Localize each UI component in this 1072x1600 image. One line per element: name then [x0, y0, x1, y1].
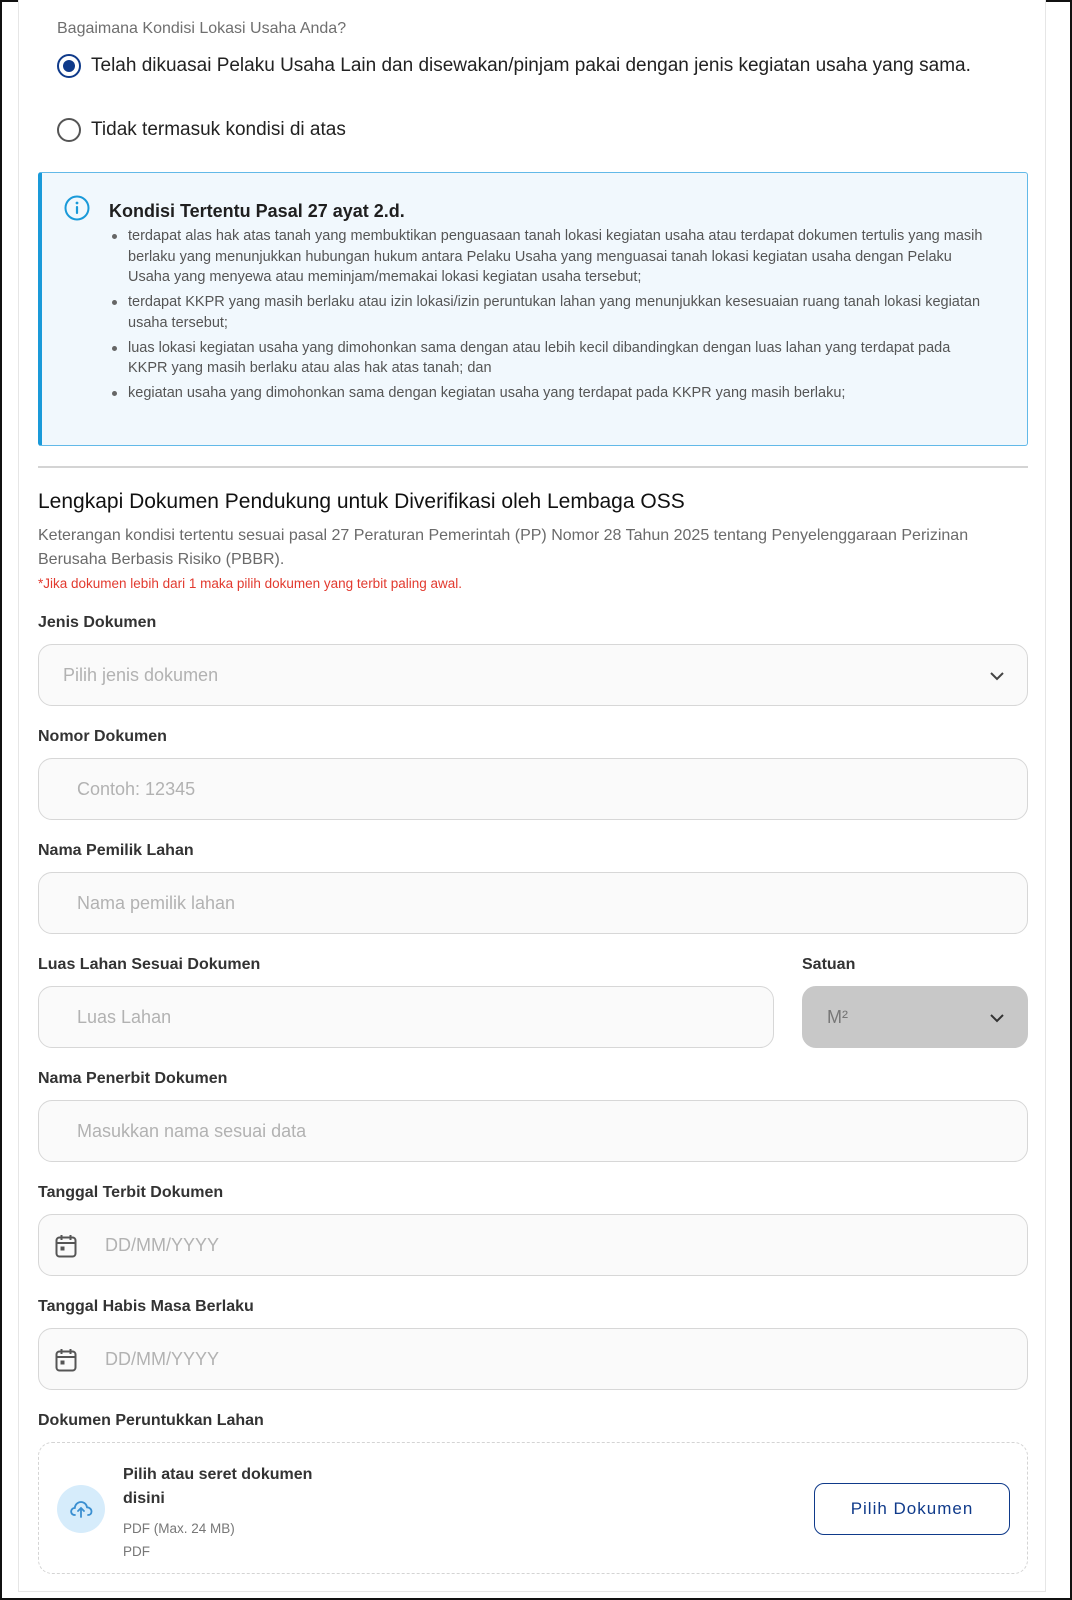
info-box-list — [128, 226, 988, 408]
info-list-item: luas lokasi kegiatan usaha yang dimohonkan sama dengan atau lebih kecil dibandingkan dengan luas lahan yang terdapat pada KKPR yang masih berlaku atau alas hak atas tanah; dan — [128, 338, 988, 379]
section-title: Lengkapi Dokumen Pendukung untuk Diverifikasi oleh Lembaga OSS — [38, 490, 685, 513]
section-description: Keterangan kondisi tertentu sesuai pasal 27 Peraturan Pemerintah (PP) Nomor 28 Tahun 2025 tentang Penyelenggaraan Perizinan Berusaha Berbasis Risiko (PBBR). — [38, 527, 969, 568]
upload-max-size: PDF (Max. 24 MB) — [123, 1521, 235, 1536]
upload-title: Pilih atau seret dokumen disini — [123, 1466, 313, 1507]
nama-pemilik-input[interactable] — [38, 872, 1028, 934]
calendar-icon — [55, 1348, 77, 1372]
choose-document-button[interactable]: Pilih Dokumen — [814, 1483, 1010, 1535]
jenis-dokumen-label: Jenis Dokumen — [38, 614, 157, 631]
radio-option-label: Telah dikuasai Pelaku Usaha Lain dan disewakan/pinjam pakai dengan jenis kegiatan usaha yang sama. — [91, 55, 971, 76]
satuan-value: M² — [827, 1006, 848, 1027]
nama-penerbit-placeholder: Masukkan nama sesuai data — [77, 1120, 307, 1141]
jenis-dokumen-select[interactable] — [38, 644, 1028, 706]
radio-option-tidak-termasuk[interactable] — [57, 116, 1011, 144]
luas-lahan-label: Luas Lahan Sesuai Dokumen — [38, 956, 261, 973]
nama-penerbit-label: Nama Penerbit Dokumen — [38, 1070, 228, 1087]
section-divider — [38, 466, 1028, 468]
upload-label: Dokumen Peruntukkan Lahan — [38, 1412, 264, 1429]
info-box — [38, 172, 1028, 446]
tanggal-habis-label: Tanggal Habis Masa Berlaku — [38, 1298, 254, 1315]
radio-button[interactable] — [57, 118, 81, 142]
info-list-item: terdapat alas hak atas tanah yang membuktikan penguasaan tanah lokasi kegiatan usaha atau terdapat dokumen tertulis yang masih berlaku yang menunjukkan hubungan hukum antara Pelaku Usaha yang menguasai tanah lokasi kegiatan usaha dengan Pelaku Usaha yang menyewa atau meminjam/memakai lokasi kegiatan usaha tersebut; — [128, 226, 988, 288]
upload-format: PDF — [123, 1544, 150, 1559]
luas-lahan-placeholder: Luas Lahan — [77, 1006, 172, 1027]
nama-penerbit-input[interactable] — [38, 1100, 1028, 1162]
tanggal-habis-placeholder: DD/MM/YYYY — [105, 1348, 220, 1369]
tanggal-habis-input[interactable] — [38, 1328, 1028, 1390]
cloud-upload-icon — [57, 1485, 105, 1533]
nomor-dokumen-label: Nomor Dokumen — [38, 728, 167, 745]
satuan-label: Satuan — [802, 956, 856, 973]
luas-lahan-input[interactable] — [38, 986, 774, 1048]
radio-option-label: Tidak termasuk kondisi di atas — [91, 119, 346, 140]
nomor-dokumen-input[interactable] — [38, 758, 1028, 820]
tanggal-terbit-placeholder: DD/MM/YYYY — [105, 1234, 220, 1255]
tanggal-terbit-label: Tanggal Terbit Dokumen — [38, 1184, 224, 1201]
radio-button-checked[interactable] — [57, 54, 81, 78]
chevron-down-icon — [989, 1011, 1005, 1025]
info-box-title: Kondisi Tertentu Pasal 27 ayat 2.d. — [109, 201, 405, 221]
radio-option-dikuasai[interactable] — [57, 52, 1011, 80]
location-question-label: Bagaimana Kondisi Lokasi Usaha Anda? — [57, 20, 347, 37]
satuan-select[interactable] — [802, 986, 1028, 1048]
chevron-down-icon — [989, 669, 1005, 683]
jenis-dokumen-placeholder: Pilih jenis dokumen — [63, 664, 219, 685]
nama-pemilik-placeholder: Nama pemilik lahan — [77, 892, 236, 913]
section-note: *Jika dokumen lebih dari 1 maka pilih dokumen yang terbit paling awal. — [38, 576, 462, 591]
info-list-item: kegiatan usaha yang dimohonkan sama dengan kegiatan usaha yang terdapat pada KKPR yang masih berlaku; — [128, 383, 988, 404]
info-icon — [64, 195, 90, 221]
info-list-item: terdapat KKPR yang masih berlaku atau izin lokasi/izin peruntukan lahan yang menunjukkan kesesuaian ruang tanah lokasi kegiatan usaha tersebut; — [128, 292, 988, 333]
calendar-icon — [55, 1234, 77, 1258]
nama-pemilik-label: Nama Pemilik Lahan — [38, 842, 194, 859]
nomor-dokumen-placeholder: Contoh: 12345 — [77, 778, 196, 799]
upload-dropzone[interactable] — [38, 1442, 1028, 1574]
tanggal-terbit-input[interactable] — [38, 1214, 1028, 1276]
